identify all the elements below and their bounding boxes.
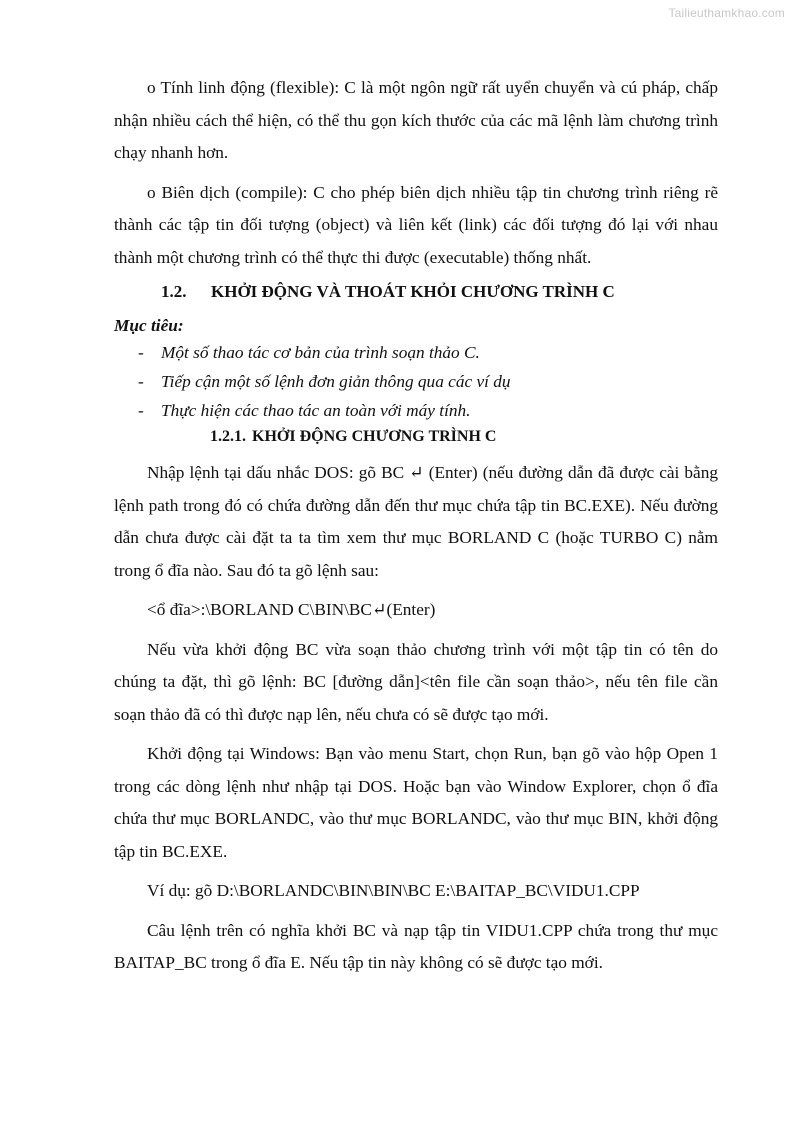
- goal-item: - Một số thao tác cơ bản của trình soạn thảo C.: [114, 338, 718, 367]
- document-page: [114, 72, 718, 987]
- subsection-number: 1.2.1.: [210, 428, 246, 445]
- goals-title: Mục tiêu:: [114, 316, 184, 335]
- bullet-dash: -: [138, 343, 144, 362]
- subsection-heading: [210, 425, 718, 449]
- goal-item: - Thực hiện các thao tác an toàn với máy tính.: [114, 396, 718, 425]
- paragraph-compile: o Biên dịch (compile): C cho phép biên dịch nhiều tập tin chương trình riêng rẽ thành các tập tin đối tượng (object) và liên kết (link) các đối tượng đó lại với nhau thành một chương trình có thể thực thi được (executable) thống nhất.: [114, 182, 718, 267]
- section-number: 1.2.: [161, 282, 187, 301]
- bullet-dash: -: [138, 372, 144, 391]
- section-title: KHỞI ĐỘNG VÀ THOÁT KHỎI CHƯƠNG TRÌNH C: [211, 282, 615, 301]
- watermark: Tailieuthamkhao.com: [668, 6, 785, 20]
- bullet-dash: -: [138, 401, 144, 420]
- paragraph-explanation: Câu lệnh trên có nghĩa khởi BC và nạp tập tin VIDU1.CPP chứa trong thư mục BAITAP_BC trong ổ đĩa E. Nếu tập tin này không có sẽ được tạo mới.: [114, 920, 718, 972]
- section-heading: [161, 280, 718, 304]
- paragraph-dos-command: <ổ đĩa>:\BORLAND C\BIN\BC↵(Enter): [147, 600, 436, 619]
- subsection-title: KHỞI ĐỘNG CHƯƠNG TRÌNH C: [252, 428, 497, 445]
- paragraph-open-file: Nếu vừa khởi động BC vừa soạn thảo chương trình với một tập tin có tên do chúng ta đặt, thì gõ lệnh: BC [đường dẫn]<tên file cần soạn thảo>, nếu tên file cần soạn thảo đã có thì được nạp lên, nếu chưa có sẽ được tạo mới.: [114, 639, 718, 724]
- goals-list: [114, 338, 718, 425]
- paragraph-dos-start: Nhập lệnh tại dấu nhắc DOS: gõ BC ↵ (Enter) (nếu đường dẫn đã được cài bằng lệnh path trong đó có chứa đường dẫn đến thư mục chứa tập tin BC.EXE). Nếu đường dẫn chưa được cài đặt ta ta tìm xem thư mục BORLAND C (hoặc TURBO C) nằm trong ổ đĩa nào. Sau đó ta gõ lệnh sau:: [114, 463, 718, 580]
- paragraph-flexible: o Tính linh động (flexible): C là một ngôn ngữ rất uyển chuyển và cú pháp, chấp nhận nhiều cách thể hiện, có thể thu gọn kích thước của các mã lệnh làm chương trình chạy nhanh hơn.: [114, 78, 718, 162]
- paragraph-example: Ví dụ: gõ D:\BORLANDC\BIN\BIN\BC E:\BAITAP_BC\VIDU1.CPP: [147, 881, 640, 900]
- goal-item: - Tiếp cận một số lệnh đơn giản thông qua các ví dụ: [114, 367, 718, 396]
- paragraph-windows-start: Khởi động tại Windows: Bạn vào menu Start, chọn Run, bạn gõ vào hộp Open 1 trong các dòng lệnh như nhập tại DOS. Hoặc bạn vào Window Explorer, chọn ổ đĩa chứa thư mục BORLANDC, vào thư mục BORLANDC, vào thư mục BIN, khởi động tập tin BC.EXE.: [114, 744, 718, 861]
